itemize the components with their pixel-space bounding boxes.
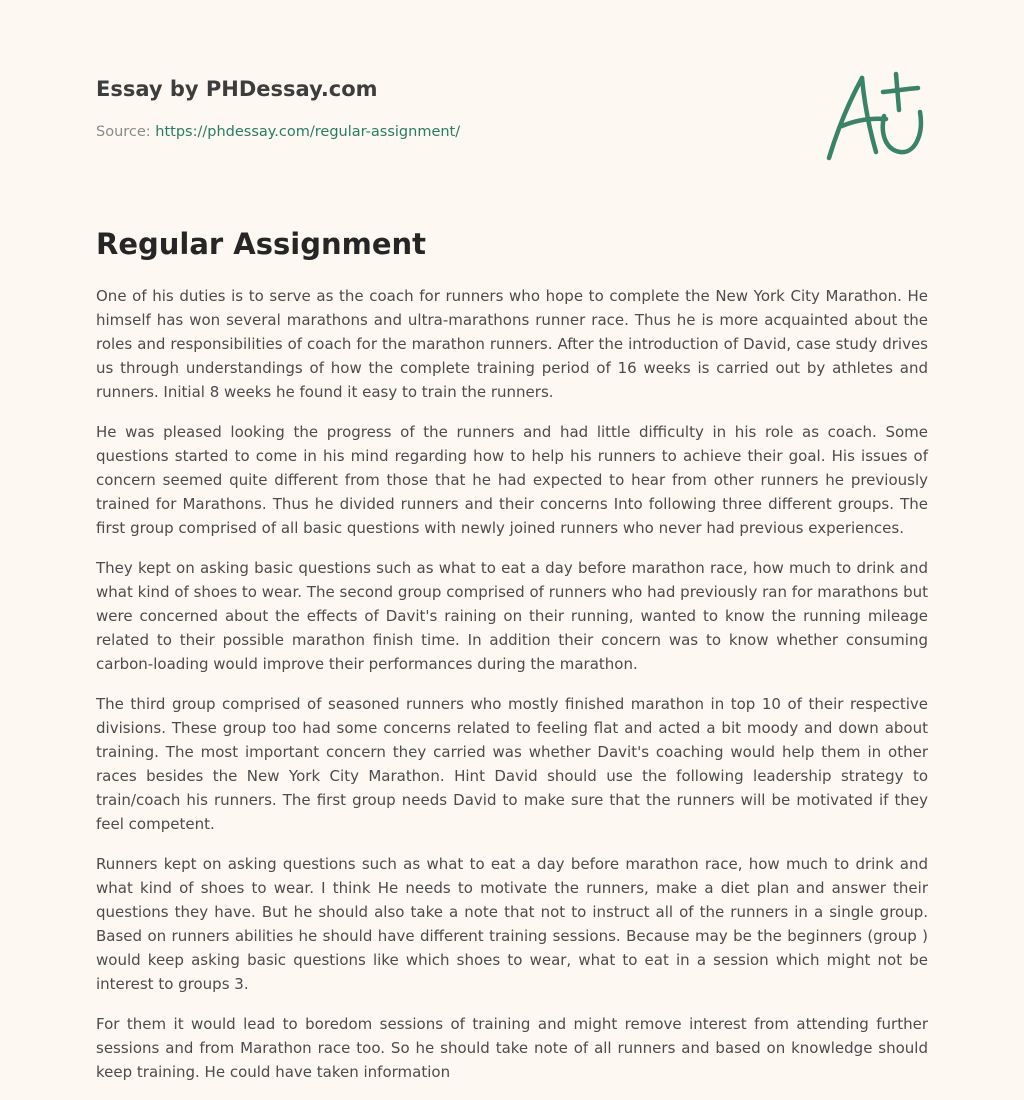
source-label: Source: — [96, 124, 156, 140]
essay-body — [96, 284, 928, 1100]
essay-paragraph: He was pleased looking the progress of the runners and had little difficulty in his role as coach. Some questions started to come in his mind regarding how to help his runners to achieve their goal. His issues of concern seemed quite different from those that he had expected to hear from other runners he previously trained for Marathons. Thus he divided runners and their concerns Into following three different groups. The first group comprised of all basic questions with newly joined runners who never had previous experiences. — [96, 423, 928, 537]
essay-paragraph: For them it would lead to boredom sessions of training and might remove interest from attending further sessions and from Marathon race too. So he should take note of all runners and based on knowledge should keep training. He could have taken information — [96, 1015, 928, 1081]
site-brand: Essay by PHDessay.com — [96, 77, 378, 101]
essay-paragraph: One of his duties is to serve as the coach for runners who hope to complete the New York City Marathon. He himself has won several marathons and ultra-marathons runner race. Thus he is more acquainted about the roles and responsibilities of coach for the marathon runners. After the introduction of David, case study drives us through understandings of how the complete training period of 16 weeks is carried out by athletes and runners. Initial 8 weeks he found it easy to train the runners. — [96, 287, 928, 401]
essay-paragraph: They kept on asking basic questions such as what to eat a day before marathon race, how much to drink and what kind of shoes to wear. The second group comprised of runners who had previously ran for marathons but were concerned about the effects of Davit's raining on their running, wanted to know the running mileage related to their possible marathon finish time. In addition their concern was to know whether consuming carbon-loading would improve their performances during the marathon. — [96, 559, 928, 673]
source-link[interactable]: https://phdessay.com/regular-assignment/ — [155, 124, 461, 140]
source-line — [96, 122, 656, 142]
a-plus-grade-icon — [820, 66, 930, 166]
essay-title: Regular Assignment — [96, 227, 427, 261]
essay-paragraph: Runners kept on asking questions such as what to eat a day before marathon race, how much to drink and what kind of shoes to wear. I think He needs to motivate the runners, make a diet plan and answer their questions they have. But he should also take a note that not to instruct all of the runners in a single group. Based on runners abilities he should have different training sessions. Because may be the beginners (group ) would keep asking basic questions like which shoes to wear, what to eat in a session which might not be interest to groups 3. — [96, 855, 928, 993]
essay-paragraph: The third group comprised of seasoned runners who mostly finished marathon in top 10 of their respective divisions. These group too had some concerns related to feeling flat and acted a bit moody and down about training. The most important concern they carried was whether Davit's coaching would help them in other races besides the New York City Marathon. Hint David should use the following leadership strategy to train/coach his runners. The first group needs David to make sure that the runners will be motivated if they feel competent. — [96, 695, 928, 833]
essay-header — [96, 74, 656, 142]
